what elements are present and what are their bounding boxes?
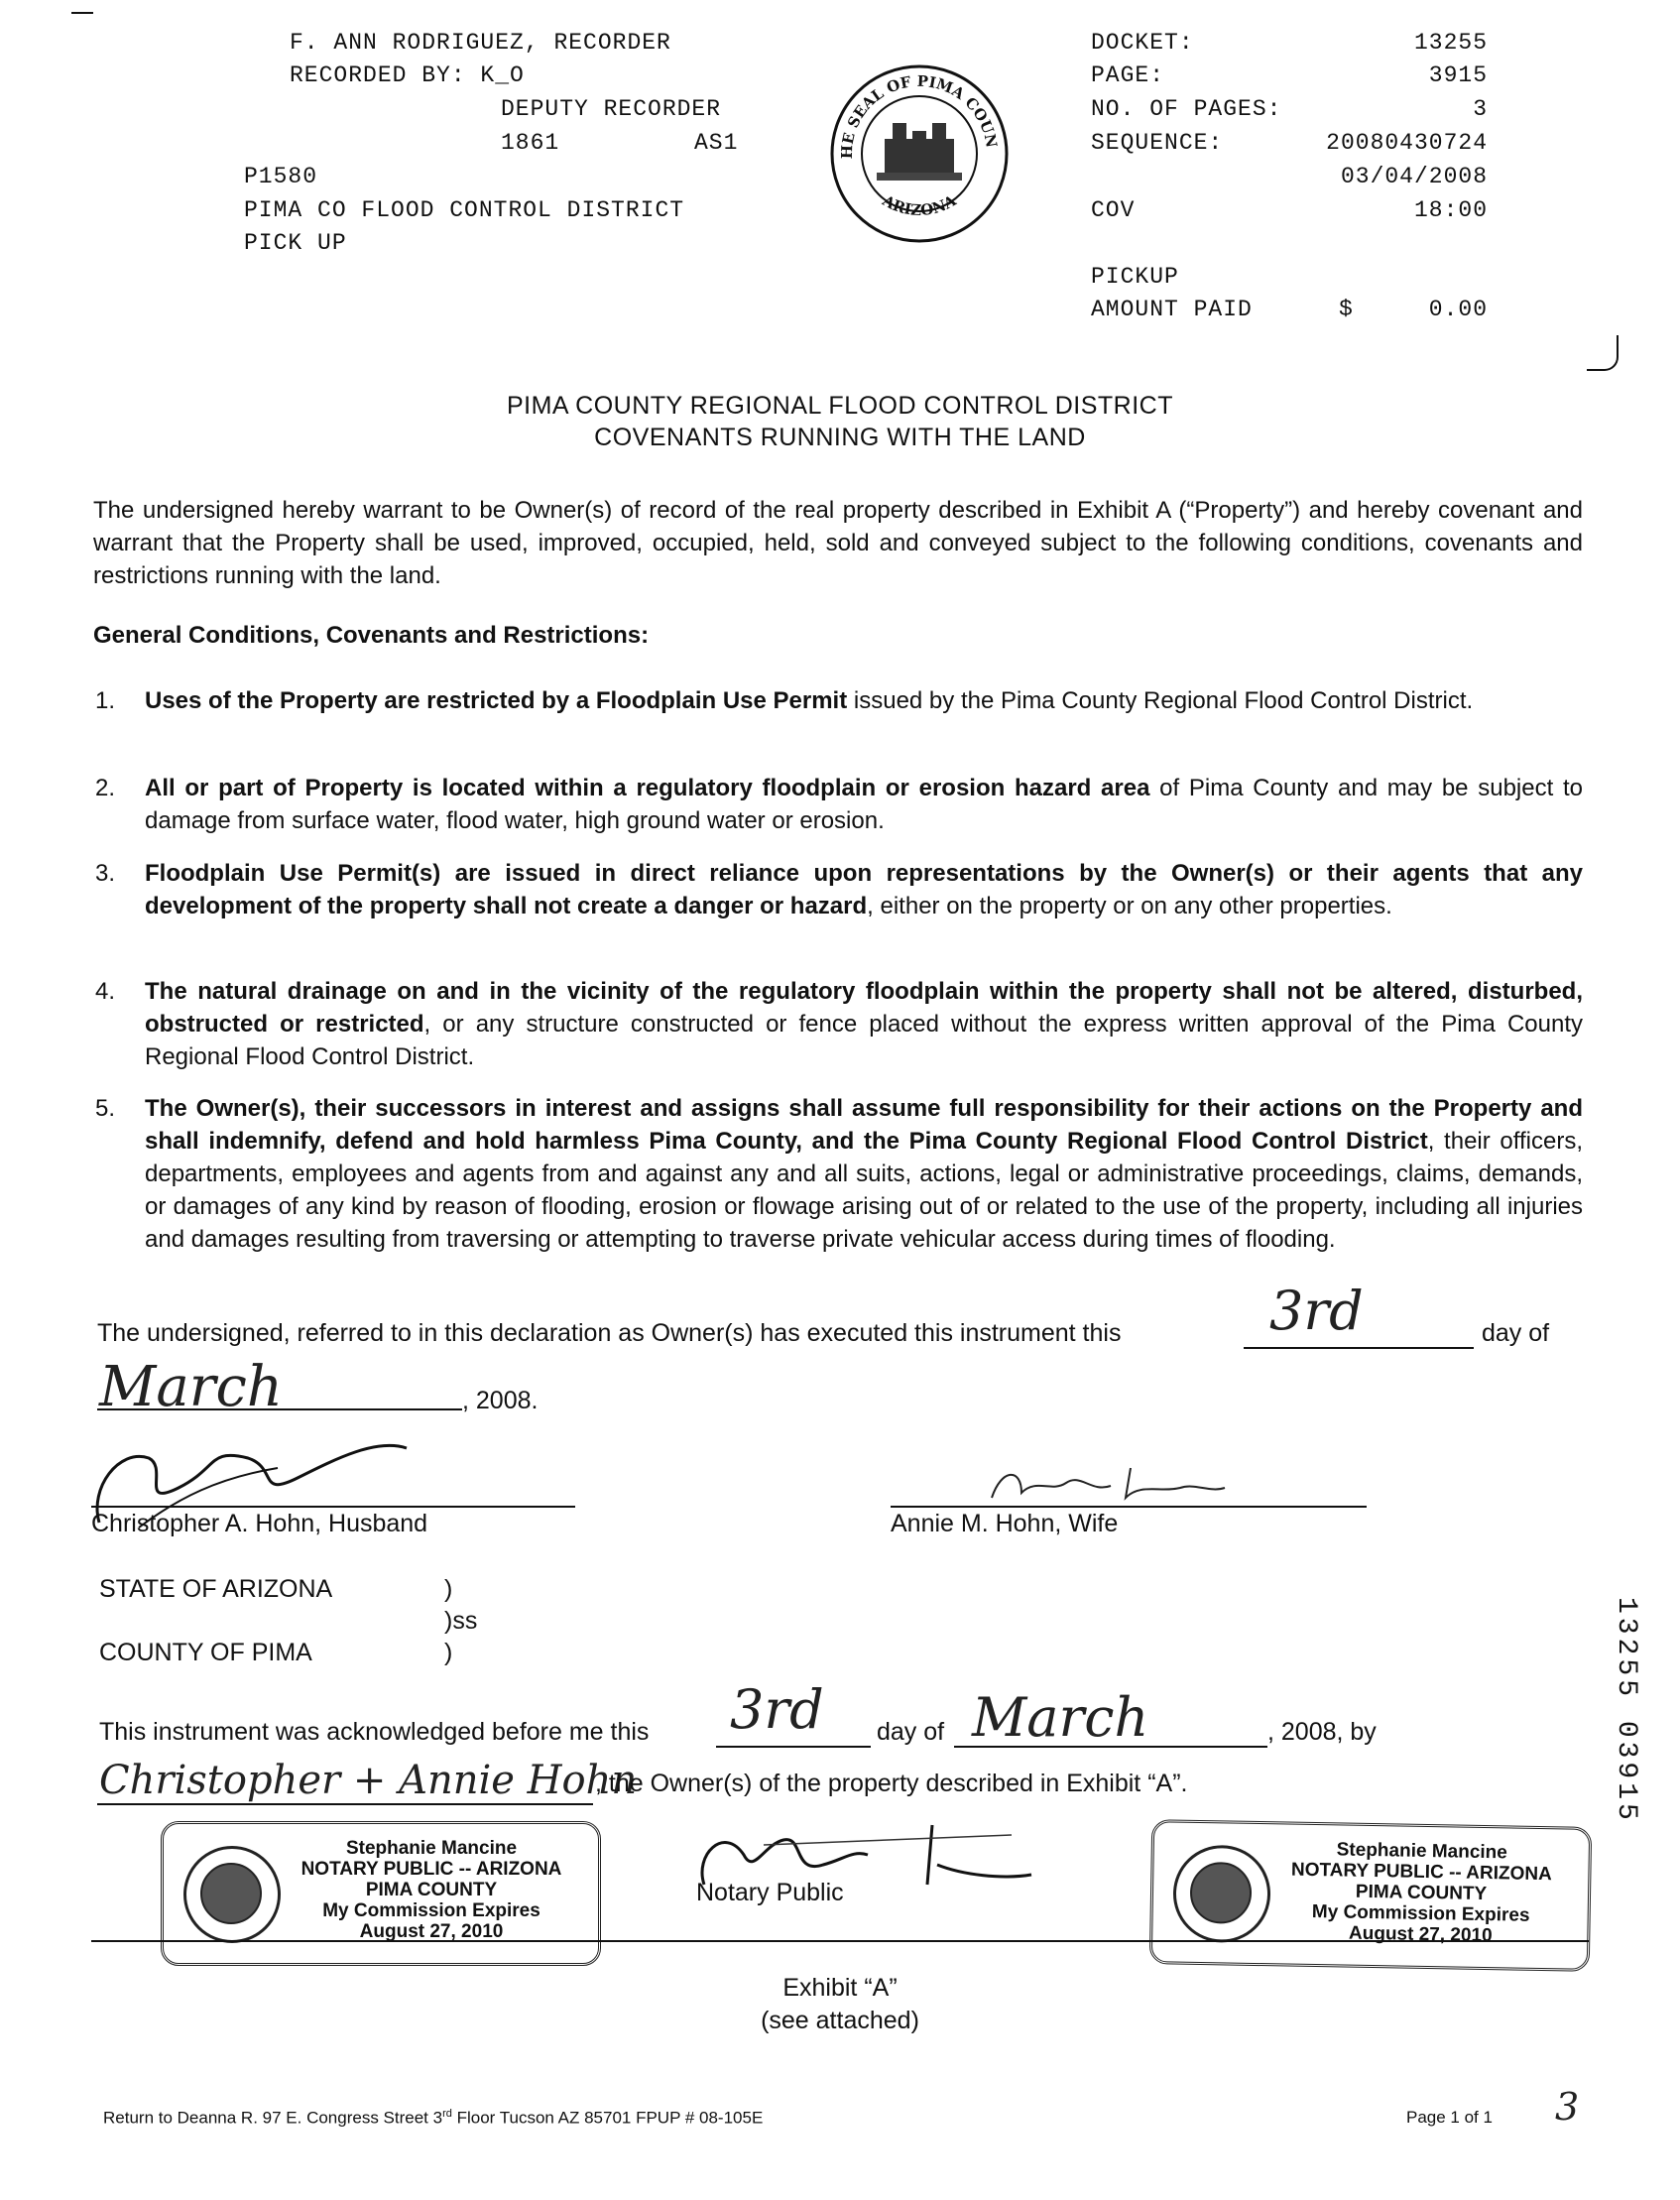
page-value: 3915 — [1428, 62, 1488, 88]
amount-value: 0.00 — [1428, 297, 1488, 322]
execution-day-line — [1244, 1347, 1474, 1349]
footer-return — [103, 2108, 763, 2129]
exhibit-label: Exhibit “A” — [782, 1974, 898, 2002]
venue-county: COUNTY OF PIMA — [99, 1639, 312, 1666]
venue-paren-1: ) — [444, 1575, 453, 1603]
recorder-code-1: 1861 — [501, 130, 560, 156]
footer-sup: rd — [442, 2108, 452, 2120]
docket-label: DOCKET: — [1091, 30, 1194, 56]
exhibit-note: (see attached) — [761, 2007, 919, 2034]
recorder-id: P1580 — [244, 164, 318, 189]
docket-value: 13255 — [1413, 30, 1488, 56]
pima-county-seal — [827, 61, 1012, 246]
corner-dash — [71, 12, 93, 14]
ack-day-of: day of — [877, 1718, 945, 1746]
notary-stamp-left — [161, 1821, 601, 1966]
notary-county: PIMA COUNTY — [1355, 1881, 1488, 1905]
sequence-value: 20080430724 — [1326, 130, 1488, 156]
footer-page: Page 1 of 1 — [1406, 2108, 1493, 2127]
notary-commission: My Commission Expires — [322, 1900, 540, 1921]
venue-ss: )ss — [444, 1607, 478, 1635]
wife-name: Annie M. Hohn, Wife — [891, 1510, 1119, 1537]
ack-names-line — [97, 1803, 593, 1805]
recorder-name: F. ANN RODRIGUEZ, RECORDER — [290, 30, 671, 56]
execution-year: , 2008. — [462, 1387, 539, 1414]
currency-symbol: $ — [1339, 297, 1354, 322]
ack-year: , 2008, by — [1267, 1718, 1377, 1746]
item-number: 3. — [95, 860, 116, 887]
notary-expires: August 27, 2010 — [359, 1921, 504, 1942]
execution-text: The undersigned, referred to in this declaration as Owner(s) has executed this instrument this — [97, 1319, 1122, 1347]
covenant-item-5 — [95, 1092, 1583, 1256]
husband-name: Christopher A. Hohn, Husband — [91, 1510, 428, 1537]
corner-mark — [1587, 335, 1619, 371]
recorder-code-2: AS1 — [694, 130, 739, 156]
pickup-label: PICKUP — [1091, 264, 1179, 290]
record-time: 18:00 — [1413, 197, 1488, 223]
execution-day-of: day of — [1482, 1319, 1550, 1347]
general-heading: General Conditions, Covenants and Restrictions: — [93, 622, 650, 649]
ack-day: 3rd — [730, 1678, 824, 1741]
seal-graphic — [827, 61, 1012, 246]
seal-top-text: HE SEAL OF PIMA COUN — [837, 71, 1001, 160]
ack-month: March — [972, 1686, 1149, 1749]
notary-name: Stephanie Mancine — [1336, 1839, 1508, 1864]
notary-public-label: Notary Public — [696, 1879, 844, 1906]
footer-return-pre: Return to Deanna R. 97 E. Congress Street 3 — [103, 2108, 443, 2128]
recorded-by: RECORDED BY: K_O — [290, 62, 525, 88]
notary-expires: August 27, 2010 — [1348, 1922, 1493, 1947]
item-number: 4. — [95, 978, 116, 1005]
recorder-pickup: PICK UP — [244, 230, 347, 256]
deputy-recorder: DEPUTY RECORDER — [501, 96, 722, 122]
covenant-item-4 — [95, 975, 1583, 1073]
cov-label: COV — [1091, 197, 1136, 223]
svg-text:ARIZONA — [879, 191, 959, 219]
item-text: of Pima County and may be subject to damage from surface water, flood water, high ground water or erosion. — [145, 775, 1583, 834]
notary-stamp-right — [1149, 1819, 1592, 1972]
seal-bottom-text: ARIZONA — [879, 191, 960, 220]
venue-paren-2: ) — [444, 1639, 453, 1666]
item-bold: Floodplain Use Permit(s) are issued in direct reliance upon representations by the Owner(s) or their agents that any development of the property shall not create a danger or hazard — [145, 860, 1583, 919]
item-bold: All or part of Property is located within a regulatory floodplain or erosion hazard area — [145, 775, 1150, 801]
page-label: PAGE: — [1091, 62, 1165, 88]
item-number: 2. — [95, 775, 116, 801]
notary-seal-icon — [1172, 1845, 1271, 1944]
ack-day-line — [716, 1746, 871, 1748]
covenant-item-2 — [95, 772, 1583, 837]
ack-text: This instrument was acknowledged before me this — [99, 1718, 650, 1746]
execution-month: March — [99, 1355, 283, 1419]
amount-label: AMOUNT PAID — [1091, 297, 1253, 322]
covenant-item-3 — [95, 857, 1583, 922]
notary-title: NOTARY PUBLIC -- ARIZONA — [1290, 1859, 1552, 1886]
notary-county: PIMA COUNTY — [365, 1880, 498, 1900]
ack-owner-text: , the Owner(s) of the property described in Exhibit “A”. — [595, 1770, 1188, 1797]
item-bold: The natural drainage on and in the vicinity of the regulatory floodplain within the property shall not be altered, disturbed, obstructed or restricted — [145, 978, 1583, 1038]
notary-title: NOTARY PUBLIC -- ARIZONA — [300, 1859, 562, 1880]
pages-value: 3 — [1473, 96, 1488, 122]
sequence-label: SEQUENCE: — [1091, 130, 1224, 156]
pages-label: NO. OF PAGES: — [1091, 96, 1282, 122]
item-number: 1. — [95, 687, 116, 714]
item-text: , either on the property or on any other properties. — [867, 893, 1392, 919]
notary-seal-icon — [183, 1846, 281, 1943]
venue-state: STATE OF ARIZONA — [99, 1575, 333, 1603]
item-bold: The Owner(s), their successors in interest and assigns shall assume full responsibility for their actions on the Property and shall indemnify, defend and hold harmless Pima County, and the Pima County Regional Flood Control District — [145, 1095, 1583, 1155]
execution-day: 3rd — [1269, 1280, 1364, 1342]
footer-handwritten-number: 3 — [1555, 2085, 1580, 2129]
item-text: issued by the Pima County Regional Flood Control District. — [847, 687, 1474, 714]
document-title-2: COVENANTS RUNNING WITH THE LAND — [594, 424, 1086, 451]
item-bold: Uses of the Property are restricted by a Floodplain Use Permit — [145, 687, 848, 714]
notary-commission: My Commission Expires — [1311, 1900, 1530, 1926]
intro-paragraph: The undersigned hereby warrant to be Owner(s) of record of the real property described in Exhibit A (“Property”) and hereby covenant and warrant that the Property shall be used, improved, occupied, held, sold and conveyed subject to the following conditions, covenants and restrictions running with the land. — [93, 497, 1583, 589]
item-text: , their officers, departments, employees and agents from and against any and all suits, actions, legal or administrative proceedings, claims, demands, or damages of any kind by reason of flooding, erosion or flowage arising out of or related to the use of the property, including all injuries and damages resulting from traversing or attempting to traverse private vehicular access during times of flooding. — [145, 1128, 1584, 1253]
recorder-district: PIMA CO FLOOD CONTROL DISTRICT — [244, 197, 685, 223]
footer-return-post: Floor Tucson AZ 85701 FPUP # 08-105E — [451, 2108, 764, 2128]
wife-signature — [982, 1458, 1230, 1508]
notary-name: Stephanie Mancine — [345, 1838, 518, 1859]
record-date: 03/04/2008 — [1340, 164, 1488, 189]
item-text: , or any structure constructed or fence placed without the express written approval of the Pima County Regional Flood Control District. — [145, 1011, 1583, 1070]
margin-record-stamp: 13255 03915 — [1611, 1597, 1641, 1824]
document-title-1: PIMA COUNTY REGIONAL FLOOD CONTROL DISTRICT — [506, 392, 1174, 420]
notary-line — [91, 1940, 1589, 1942]
item-number: 5. — [95, 1095, 116, 1122]
ack-names: Christopher + Annie Hohn — [99, 1758, 638, 1803]
covenant-item-1 — [95, 684, 1583, 717]
